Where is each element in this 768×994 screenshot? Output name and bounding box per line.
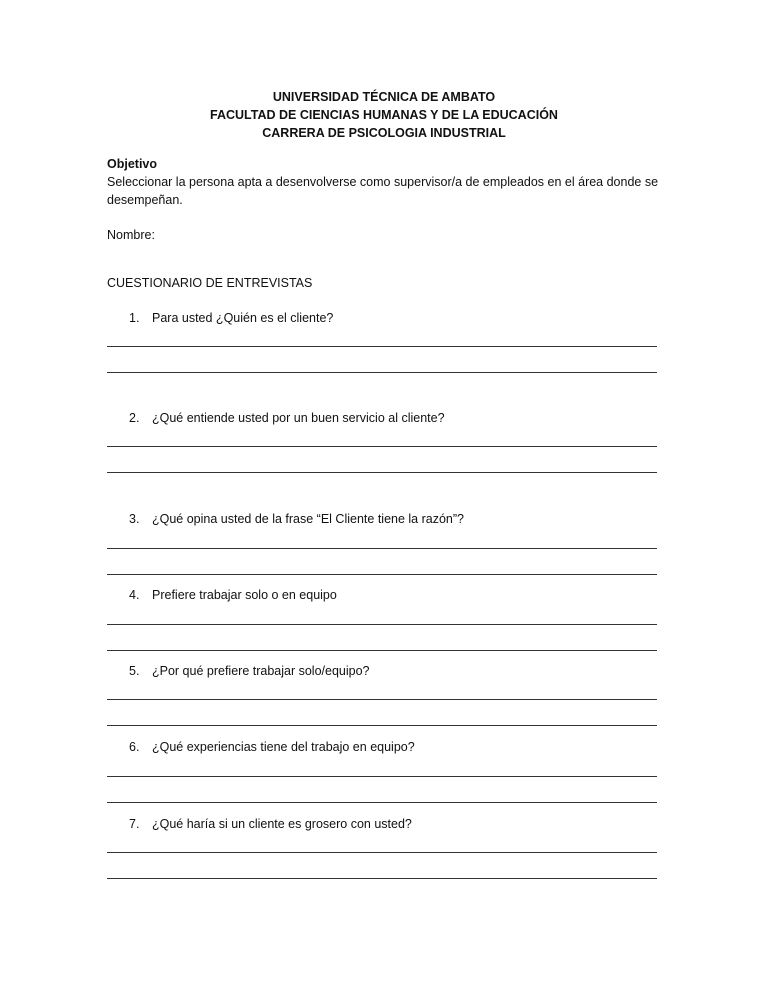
- question-text: ¿Qué haría si un cliente es grosero con usted?: [152, 817, 412, 831]
- question-number: 2.: [129, 411, 140, 425]
- question-text: Prefiere trabajar solo o en equipo: [152, 588, 337, 602]
- question-text: Para usted ¿Quién es el cliente?: [152, 311, 334, 325]
- answer-line[interactable]: [107, 802, 657, 803]
- document-header: [0, 88, 768, 142]
- question-3: [129, 510, 464, 528]
- answer-line[interactable]: [107, 372, 657, 373]
- answer-line[interactable]: [107, 346, 657, 347]
- faculty-title: FACULTAD DE CIENCIAS HUMANAS Y DE LA EDUCACIÓN: [210, 108, 558, 122]
- objective-label: Objetivo: [107, 157, 158, 171]
- answer-line[interactable]: [107, 472, 657, 473]
- question-number: 3.: [129, 512, 140, 526]
- university-title: UNIVERSIDAD TÉCNICA DE AMBATO: [272, 90, 496, 104]
- answer-line[interactable]: [107, 446, 657, 447]
- answer-line[interactable]: [107, 852, 657, 853]
- answer-line[interactable]: [107, 650, 657, 651]
- name-label: Nombre:: [107, 228, 155, 242]
- question-1: [129, 309, 333, 327]
- question-5: [129, 662, 370, 680]
- question-text: ¿Qué opina usted de la frase “El Cliente tiene la razón”?: [152, 512, 464, 526]
- objective-text: Seleccionar la persona apta a desenvolverse como supervisor/a de empleados en el área donde se desempeñan.: [107, 175, 659, 207]
- question-2: [129, 409, 445, 427]
- career-title: CARRERA DE PSICOLOGIA INDUSTRIAL: [262, 126, 506, 140]
- answer-line[interactable]: [107, 624, 657, 625]
- answer-line[interactable]: [107, 548, 657, 549]
- question-text: ¿Qué entiende usted por un buen servicio al cliente?: [152, 411, 445, 425]
- question-4: [129, 586, 337, 604]
- question-number: 4.: [129, 588, 140, 602]
- question-number: 6.: [129, 740, 140, 754]
- question-number: 5.: [129, 664, 140, 678]
- question-number: 7.: [129, 817, 140, 831]
- question-6: [129, 738, 415, 756]
- answer-line[interactable]: [107, 725, 657, 726]
- section-title: CUESTIONARIO DE ENTREVISTAS: [107, 276, 313, 290]
- question-text: ¿Por qué prefiere trabajar solo/equipo?: [152, 664, 370, 678]
- answer-line[interactable]: [107, 776, 657, 777]
- question-7: [129, 815, 412, 833]
- question-text: ¿Qué experiencias tiene del trabajo en equipo?: [152, 740, 415, 754]
- answer-line[interactable]: [107, 574, 657, 575]
- answer-line[interactable]: [107, 878, 657, 879]
- question-number: 1.: [129, 311, 140, 325]
- answer-line[interactable]: [107, 699, 657, 700]
